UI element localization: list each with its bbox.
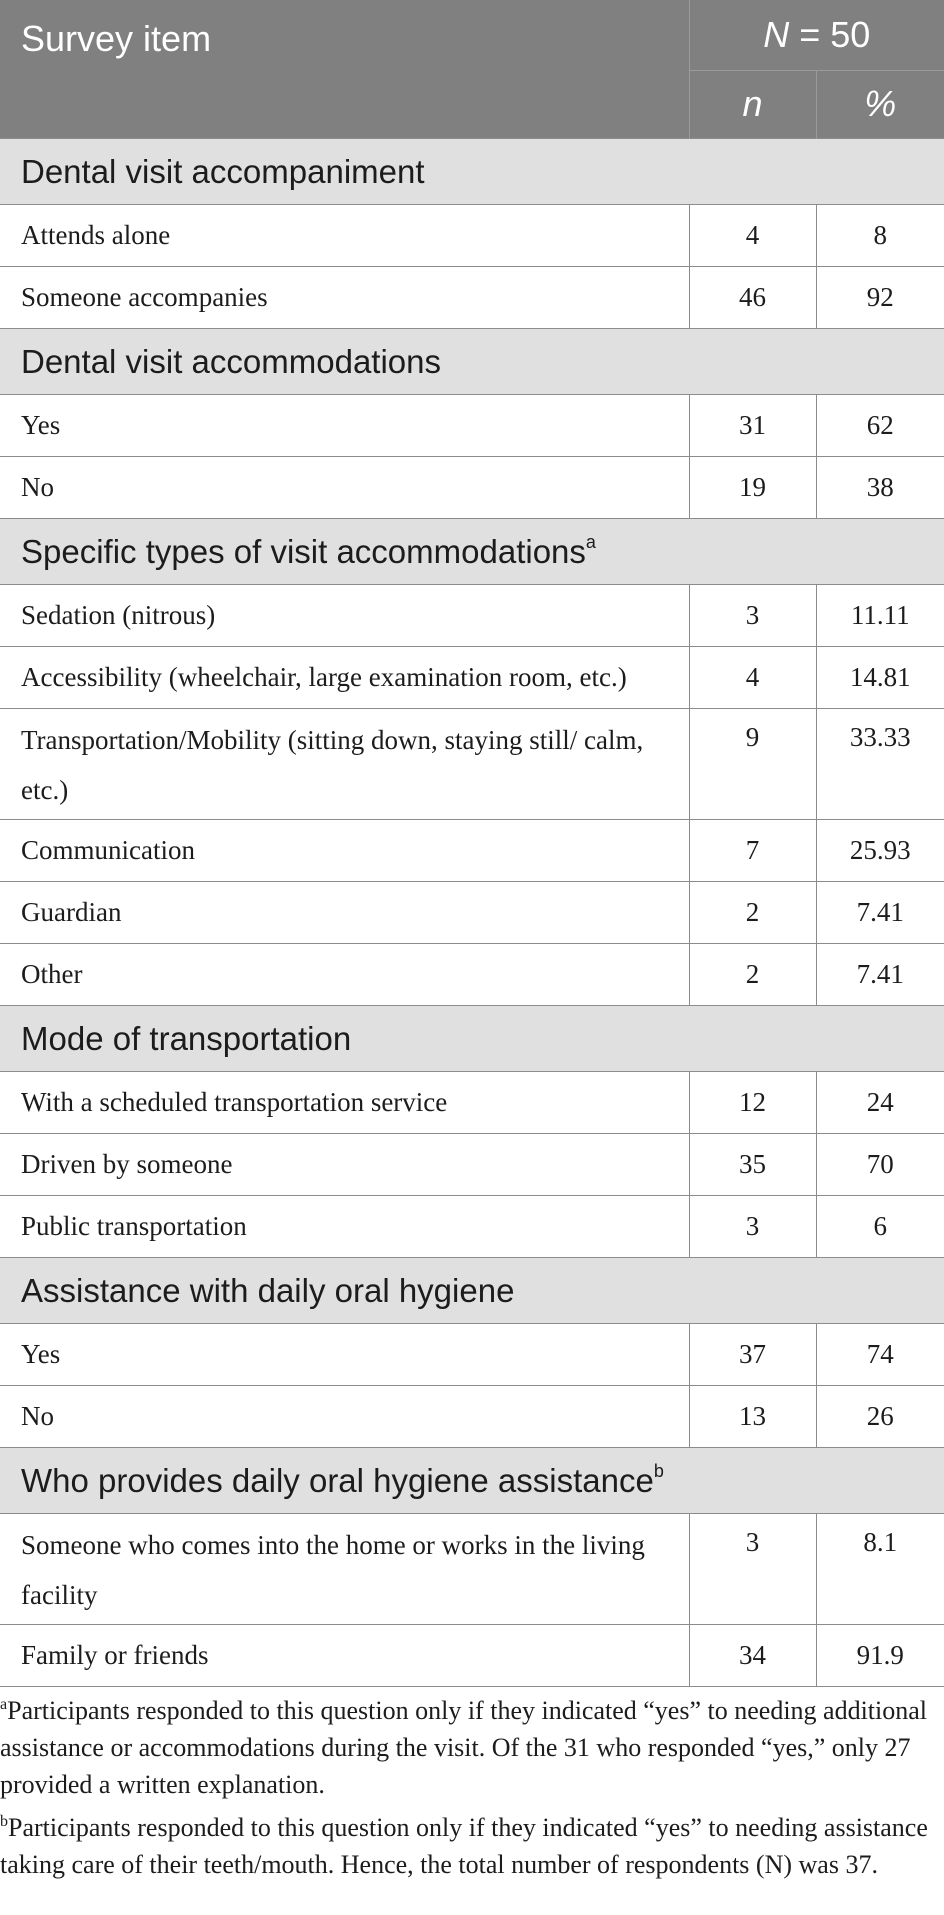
row-percent: 6 <box>816 1195 944 1257</box>
row-percent: 70 <box>816 1133 944 1195</box>
row-label: Yes <box>0 1323 689 1385</box>
row-percent: 11.11 <box>816 584 944 646</box>
table-row <box>0 819 944 881</box>
row-label: Family or friends <box>0 1624 689 1686</box>
footnote-mark: b <box>0 1813 8 1830</box>
row-count: 34 <box>689 1624 816 1686</box>
table-row <box>0 204 944 266</box>
row-percent: 8.1 <box>816 1513 944 1624</box>
row-percent: 7.41 <box>816 943 944 1005</box>
table-row <box>0 1624 944 1686</box>
table-row <box>0 1071 944 1133</box>
header-percent: % <box>816 70 944 138</box>
section-title <box>0 1257 944 1323</box>
section-header-row <box>0 518 944 584</box>
row-label: With a scheduled transportation service <box>0 1071 689 1133</box>
section-title-text: Mode of transportation <box>21 1019 352 1057</box>
table-row <box>0 584 944 646</box>
row-label: Transportation/Mobility (sitting down, staying still/ calm, etc.) <box>0 708 689 819</box>
section-title <box>0 138 944 204</box>
row-count: 2 <box>689 943 816 1005</box>
table-row <box>0 456 944 518</box>
footnote-text: Participants responded to this question only if they indicated “yes” to needing additional assistance or accommodations during the visit. Of the 31 who responded “yes,” only 27 provided a written explanation. <box>0 1696 928 1799</box>
row-count: 3 <box>689 1195 816 1257</box>
header-N-value: = 50 <box>789 13 871 55</box>
section-footnote-mark: a <box>585 531 596 552</box>
section-title-text: Who provides daily oral hygiene assistance <box>21 1461 654 1499</box>
table-row <box>0 1323 944 1385</box>
row-percent: 62 <box>816 394 944 456</box>
row-count: 2 <box>689 881 816 943</box>
row-label: Yes <box>0 394 689 456</box>
row-percent: 14.81 <box>816 646 944 708</box>
row-percent: 7.41 <box>816 881 944 943</box>
section-header-row <box>0 1005 944 1071</box>
row-count: 35 <box>689 1133 816 1195</box>
row-count: 7 <box>689 819 816 881</box>
row-label: No <box>0 456 689 518</box>
header-n: n <box>689 70 816 138</box>
table-row <box>0 1195 944 1257</box>
section-title-text: Dental visit accompaniment <box>21 152 425 190</box>
row-label: Communication <box>0 819 689 881</box>
row-count: 4 <box>689 204 816 266</box>
section-footnote-mark: b <box>653 1460 664 1481</box>
table-row <box>0 1513 944 1624</box>
row-percent: 92 <box>816 266 944 328</box>
section-title <box>0 1005 944 1071</box>
section-title-text: Dental visit accommodations <box>21 342 442 380</box>
table-row <box>0 1385 944 1447</box>
row-count: 13 <box>689 1385 816 1447</box>
row-count: 3 <box>689 584 816 646</box>
row-percent: 24 <box>816 1071 944 1133</box>
footnote-text: Participants responded to this question only if they indicated “yes” to needing assistance taking care of their teeth/mouth. Hence, the total number of respondents (N) was 37. <box>0 1813 928 1879</box>
section-header-row <box>0 138 944 204</box>
table-row <box>0 943 944 1005</box>
row-label: Other <box>0 943 689 1005</box>
header-sample-size <box>689 0 944 70</box>
table-row <box>0 1133 944 1195</box>
row-label: Driven by someone <box>0 1133 689 1195</box>
row-percent: 33.33 <box>816 708 944 819</box>
row-count: 46 <box>689 266 816 328</box>
row-percent: 74 <box>816 1323 944 1385</box>
section-header-row <box>0 1447 944 1513</box>
section-header-row <box>0 1257 944 1323</box>
section-title <box>0 1447 944 1513</box>
row-percent: 91.9 <box>816 1624 944 1686</box>
table-row <box>0 881 944 943</box>
row-label: No <box>0 1385 689 1447</box>
table-row <box>0 266 944 328</box>
section-title <box>0 518 944 584</box>
table-row <box>0 646 944 708</box>
table-body <box>0 138 944 1686</box>
row-label: Someone accompanies <box>0 266 689 328</box>
row-percent: 8 <box>816 204 944 266</box>
row-label: Someone who comes into the home or works in the living facility <box>0 1513 689 1624</box>
footnote <box>0 1686 944 1803</box>
row-count: 19 <box>689 456 816 518</box>
footnote-mark: a <box>0 1696 8 1713</box>
row-percent: 26 <box>816 1385 944 1447</box>
row-label: Sedation (nitrous) <box>0 584 689 646</box>
header-N-symbol: N <box>763 13 790 55</box>
section-header-row <box>0 328 944 394</box>
table-row <box>0 708 944 819</box>
row-count: 12 <box>689 1071 816 1133</box>
row-count: 31 <box>689 394 816 456</box>
row-count: 4 <box>689 646 816 708</box>
row-count: 9 <box>689 708 816 819</box>
section-title-text: Assistance with daily oral hygiene <box>21 1271 515 1309</box>
row-count: 37 <box>689 1323 816 1385</box>
row-label: Guardian <box>0 881 689 943</box>
row-label: Accessibility (wheelchair, large examination room, etc.) <box>0 646 689 708</box>
footnote <box>0 1803 944 1883</box>
section-title <box>0 328 944 394</box>
row-label: Attends alone <box>0 204 689 266</box>
row-percent: 25.93 <box>816 819 944 881</box>
table-row <box>0 394 944 456</box>
footnotes <box>0 1686 944 1883</box>
row-percent: 38 <box>816 456 944 518</box>
row-count: 3 <box>689 1513 816 1624</box>
section-title-text: Specific types of visit accommodations <box>21 532 586 570</box>
header-survey-item: Survey item <box>0 0 689 138</box>
row-label: Public transportation <box>0 1195 689 1257</box>
